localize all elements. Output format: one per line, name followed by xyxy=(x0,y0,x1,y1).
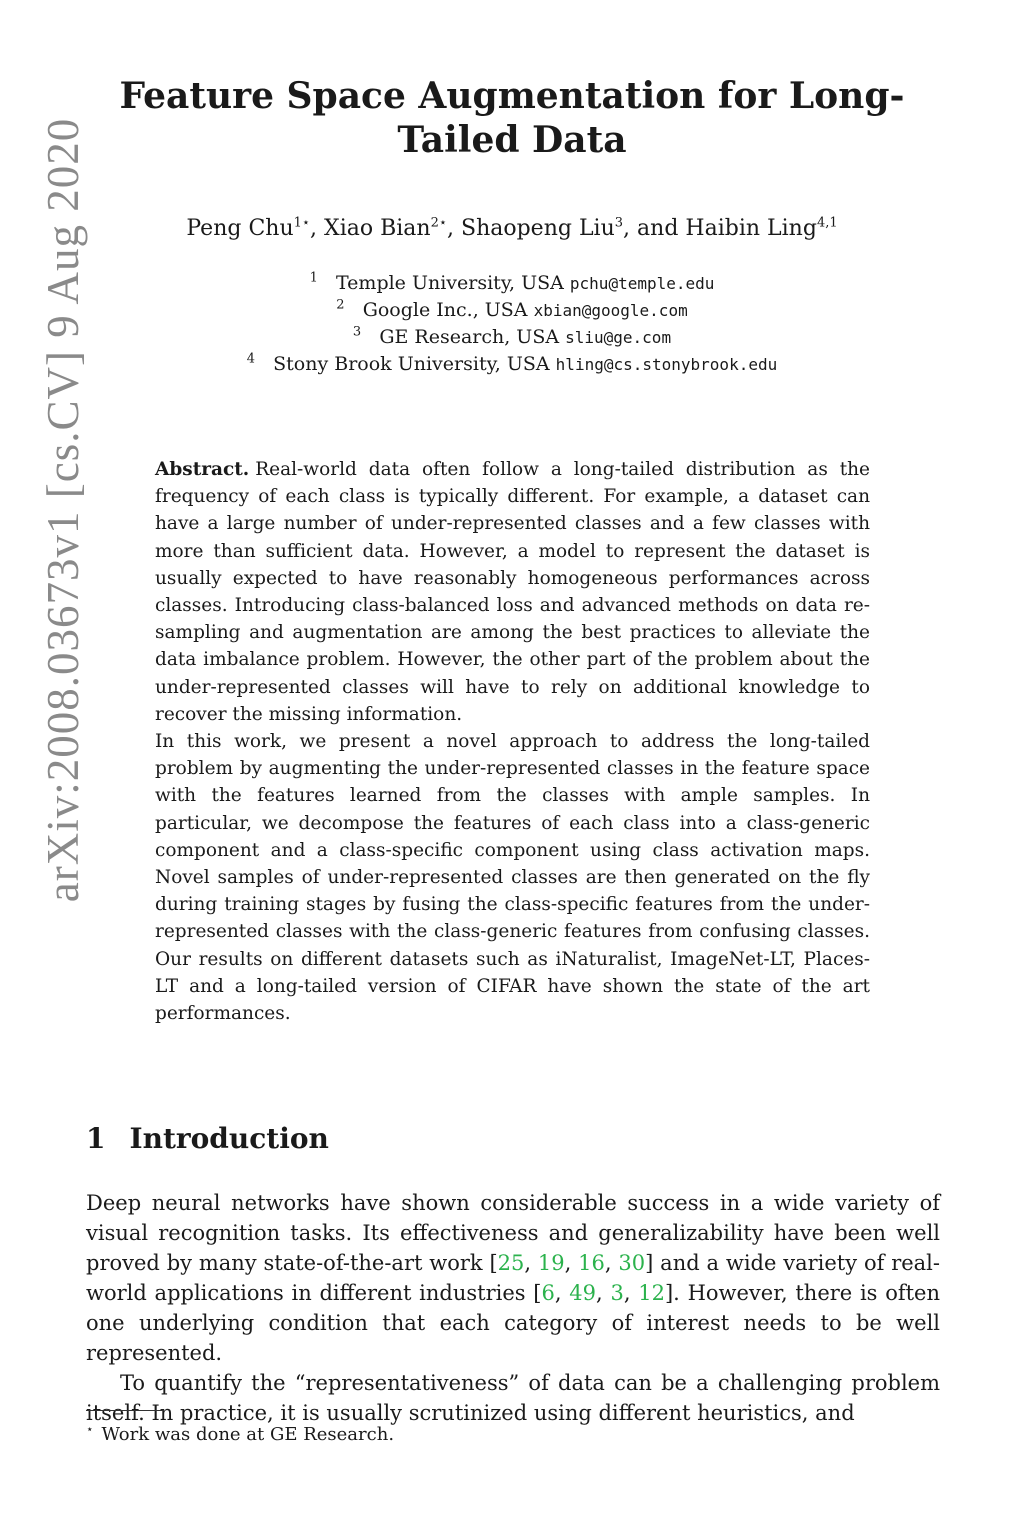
affiliation-text: Google Inc., USA xyxy=(362,299,528,321)
abstract-text: Real-world data often follow a long-tailed distribution as the frequency of each class is typically different. For example, a dataset can have a large number of under-represented classes and a few classes with more than sufficient data. However, a model to represent the dataset is usually expected to have reasonably homogeneous performances across classes. Introducing class-balanced loss and advanced methods on data re-sampling and augmentation are among the best practices to alleviate the data imbalance problem. However, the other part of the problem about the under-represented classes will have to rely on additional knowledge to recover the missing information. xyxy=(155,459,870,725)
author-affil-mark: 4,1 xyxy=(816,215,838,231)
body-paragraph: To quantify the “representativeness” of data can be a challenging problem itself. In practice, it is usually scrutinized using different heuristics, and xyxy=(86,1371,940,1425)
affiliation-email[interactable]: pchu@temple.edu xyxy=(569,274,715,293)
author-name: Xiao Bian xyxy=(324,216,431,241)
citation-link[interactable]: 3 xyxy=(610,1281,624,1305)
author-list xyxy=(110,214,914,244)
footnote xyxy=(86,1416,394,1448)
section-heading xyxy=(86,1122,329,1155)
paper-title: Feature Space Augmentation for Long-Tailed Data xyxy=(119,75,905,161)
author-name: Peng Chu xyxy=(186,216,294,241)
body-text-run: ] and a wide variety of real-world applications in different industries [ xyxy=(86,1251,940,1305)
affiliation-item xyxy=(110,297,914,324)
footnote-mark: ⋆ xyxy=(86,1422,94,1436)
author-affil-mark: 2⋆ xyxy=(430,215,447,231)
citation-link[interactable]: 25 xyxy=(497,1251,525,1275)
citation-link[interactable]: 30 xyxy=(618,1251,646,1275)
affiliation-text: Temple University, USA xyxy=(335,272,564,294)
abstract-paragraph: In this work, we present a novel approach to address the long-tailed problem by augmenting the under-represented classes in the feature space with the features learned from the classes with ample samples. In particular, we decompose the features of each class into a class-generic component and a class-specific component using class activation maps. Novel samples of under-represented classes are then generated on the fly during training stages by fusing the class-specific features from the under-represented classes with the class-generic features from confusing classes. Our results on different datasets such as iNaturalist, ImageNet-LT, Places-LT and a long-tailed version of CIFAR have shown the state of the art performances. xyxy=(155,731,870,1025)
affiliation-item xyxy=(110,324,914,351)
citation-link[interactable]: 16 xyxy=(578,1251,605,1275)
body-paragraph: Deep neural networks have shown considerable success in a wide variety of visual recognition tasks. Its effectiveness and generalizability have been well proved by many state-of-the-art work [25, 19, 16, 30] and a wide variety of real-world applications in different industries [6, 49, 3, 12]. However, there is often one underlying condition that each category of interest needs to be well represented. xyxy=(86,1191,940,1365)
abstract xyxy=(155,456,870,1027)
affiliation-number: 2 xyxy=(336,297,345,313)
citation-link[interactable]: 6 xyxy=(541,1281,555,1305)
arxiv-identifier: arXiv:2008.03673v1 [cs.CV] 9 Aug 2020 xyxy=(38,117,89,903)
citation-link[interactable]: 49 xyxy=(569,1281,597,1305)
abstract-paragraph xyxy=(155,456,870,728)
author-separator: , and xyxy=(623,216,686,241)
arxiv-sidebar xyxy=(18,80,108,940)
affiliation-number: 1 xyxy=(309,270,318,286)
affiliation-number: 4 xyxy=(246,351,256,367)
author-affil-mark: 3 xyxy=(614,215,624,231)
citation-link[interactable]: 19 xyxy=(537,1251,565,1275)
intro-body xyxy=(86,1188,940,1428)
affiliation-email[interactable]: sliu@ge.com xyxy=(565,328,672,347)
footnote-text: Work was done at GE Research. xyxy=(101,1424,395,1445)
body-text-run: Deep neural networks have shown considerable success in a wide variety of visual recognition tasks. Its effectiveness and generalizability have been well proved by many state-of-the-art work [ xyxy=(86,1191,940,1275)
affiliation-number: 3 xyxy=(352,324,362,340)
affiliation-email[interactable]: hling@cs.stonybrook.edu xyxy=(555,355,778,374)
footnote-rule xyxy=(86,1410,164,1411)
citation-link[interactable]: 12 xyxy=(638,1281,665,1305)
affiliation-text: Stony Brook University, USA xyxy=(273,353,550,375)
author-separator: , xyxy=(310,216,325,241)
section-title: Introduction xyxy=(129,1122,329,1155)
affiliation-item xyxy=(110,270,914,297)
author-name: Shaopeng Liu xyxy=(461,216,615,241)
author-name: Haibin Ling xyxy=(685,216,817,241)
affiliation-item xyxy=(110,351,914,378)
affiliation-email[interactable]: xbian@google.com xyxy=(533,301,688,320)
author-separator: , xyxy=(447,216,461,241)
affiliation-text: GE Research, USA xyxy=(379,326,560,348)
author-affil-mark: 1⋆ xyxy=(293,215,311,231)
abstract-label: Abstract. xyxy=(155,459,250,480)
affiliation-list xyxy=(110,270,914,378)
body-text-run: ]. However, there is often one underlying condition that each category of interest needs to be well represented. xyxy=(86,1281,940,1365)
section-number: 1 xyxy=(86,1122,106,1155)
